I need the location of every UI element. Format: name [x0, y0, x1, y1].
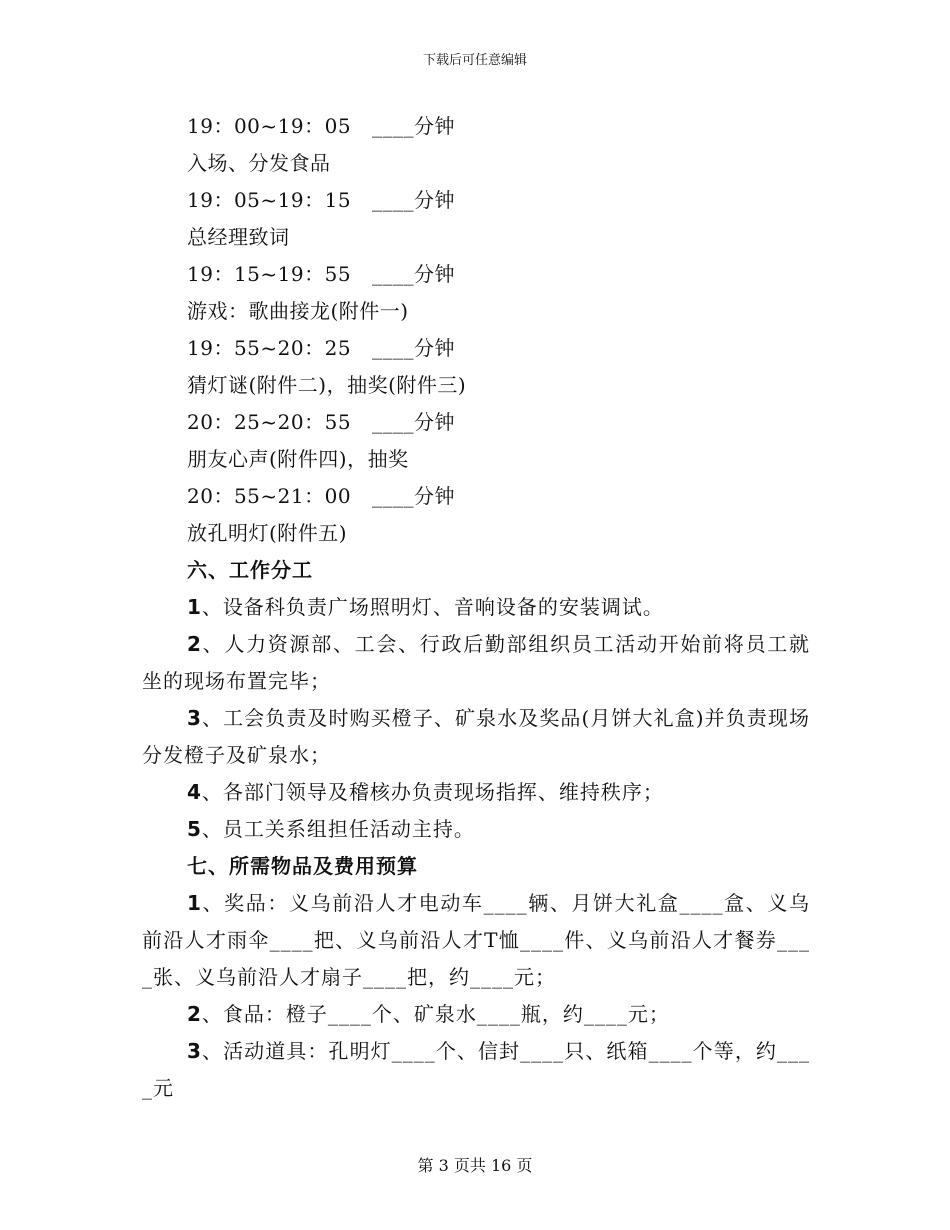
- schedule-duration: ____分钟: [372, 188, 455, 212]
- budget-item: [142, 1033, 810, 1107]
- document-body: [142, 108, 810, 1107]
- item-text: 、食品：橙子____个、矿泉水____瓶，约____元；: [201, 1002, 670, 1026]
- schedule-activity: 总经理致词: [187, 225, 290, 249]
- schedule-duration: ____分钟: [372, 410, 455, 434]
- item-number: 5: [187, 817, 202, 841]
- schedule-duration: ____分钟: [372, 114, 455, 138]
- item-text: 、设备科负责广场照明灯、音响设备的安装调试。: [201, 595, 664, 619]
- section-heading-work-division: 六、工作分工: [187, 558, 313, 582]
- schedule-time-row: [142, 330, 810, 367]
- schedule-duration: ____分钟: [372, 262, 455, 286]
- schedule-time: 19：00~19：05: [187, 114, 352, 138]
- work-item: [142, 626, 810, 700]
- schedule-list: [142, 108, 810, 552]
- schedule-time-row: [142, 478, 810, 515]
- work-item: [142, 700, 810, 774]
- item-number: 4: [187, 780, 202, 804]
- schedule-time-row: [142, 404, 810, 441]
- item-text: 、奖品：义乌前沿人才电动车____辆、月饼大礼盒____盒、义乌前沿人才雨伞____把、义乌前沿人才T恤____件、义乌前沿人才餐券____张、义乌前沿人才扇子____把，约____元；: [142, 891, 810, 989]
- budget-item: [142, 996, 810, 1033]
- schedule-time: 20：25~20：55: [187, 410, 352, 434]
- item-number: 3: [187, 1039, 202, 1063]
- schedule-time: 19：55~20：25: [187, 336, 352, 360]
- schedule-activity: 朋友心声(附件四)，抽奖: [187, 447, 409, 471]
- item-number: 1: [187, 891, 202, 915]
- schedule-duration: ____分钟: [372, 484, 455, 508]
- section-heading-budget: 七、所需物品及费用预算: [187, 854, 418, 878]
- page-footer: 第 3 页共 16 页: [417, 1156, 533, 1175]
- work-item: [142, 589, 810, 626]
- item-number: 2: [187, 1002, 202, 1026]
- schedule-time-row: [142, 256, 810, 293]
- item-text: 、人力资源部、工会、行政后勤部组织员工活动开始前将员工就坐的现场布置完毕；: [142, 632, 810, 693]
- item-number: 2: [187, 632, 202, 656]
- schedule-time: 19：15~19：55: [187, 262, 352, 286]
- item-number: 3: [187, 706, 202, 730]
- schedule-time-row: [142, 182, 810, 219]
- schedule-activity: 放孔明灯(附件五): [187, 521, 348, 545]
- work-item: [142, 811, 810, 848]
- schedule-activity: 游戏：歌曲接龙(附件一): [187, 299, 409, 323]
- work-item: [142, 774, 810, 811]
- item-text: 、员工关系组担任活动主持。: [201, 817, 475, 841]
- schedule-activity: 入场、分发食品: [187, 151, 331, 175]
- item-text: 、各部门领导及稽核办负责现场指挥、维持秩序；: [201, 780, 664, 804]
- item-text: 、工会负责及时购买橙子、矿泉水及奖品(月饼大礼盒)并负责现场分发橙子及矿泉水；: [142, 706, 810, 767]
- page-header: 下载后可任意编辑: [422, 53, 527, 68]
- schedule-duration: ____分钟: [372, 336, 455, 360]
- schedule-activity: 猜灯谜(附件二)，抽奖(附件三): [187, 373, 467, 397]
- schedule-time-row: [142, 108, 810, 145]
- schedule-time: 19：05~19：15: [187, 188, 352, 212]
- budget-item: [142, 885, 810, 996]
- schedule-time: 20：55~21：00: [187, 484, 352, 508]
- item-number: 1: [187, 595, 202, 619]
- item-text: 、活动道具：孔明灯____个、信封____只、纸箱____个等，约____元: [142, 1039, 810, 1100]
